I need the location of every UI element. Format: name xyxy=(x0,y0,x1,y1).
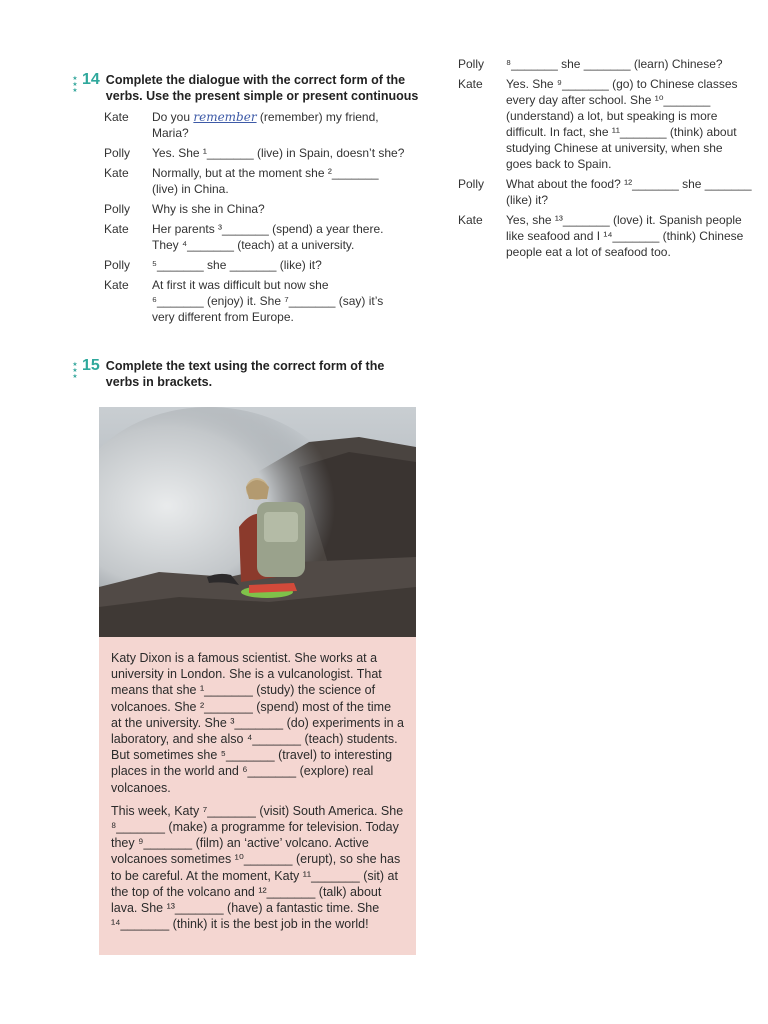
speaker-name: Polly xyxy=(104,258,131,272)
speaker-name: Kate xyxy=(104,278,129,292)
dialogue-line xyxy=(104,165,434,197)
speaker-name: Kate xyxy=(104,110,129,124)
exercise-instruction: Complete the dialogue with the correct form of the xyxy=(105,73,406,87)
exercise-instruction: verbs in brackets. xyxy=(105,375,213,389)
dialogue-text: Why is she in China? xyxy=(152,202,265,216)
speaker-name: Polly xyxy=(458,177,485,191)
difficulty-stars-icon: ★ ★ ★ xyxy=(72,362,78,380)
difficulty-stars-icon: ★ ★ ★ xyxy=(72,76,78,94)
volcano-photo xyxy=(99,407,416,637)
exercise-number: 14 xyxy=(82,71,100,88)
dialogue-right xyxy=(458,56,758,264)
reading-text-box xyxy=(99,637,416,955)
dialogue-line xyxy=(104,201,434,217)
dialogue-text: ⁸_______ she _______ (learn) Chinese? xyxy=(506,57,723,71)
exercise-14-header xyxy=(68,72,438,104)
dialogue-line xyxy=(104,221,434,253)
dialogue-line xyxy=(104,109,434,141)
speaker-name: Polly xyxy=(104,202,131,216)
dialogue-line xyxy=(458,212,758,260)
exercise-instruction: Complete the text using the correct form of the xyxy=(105,359,385,373)
paragraph: This week, Katy ⁷_______ (visit) South America. She ⁸_______ (make) a programme for television. Today they ⁹_______ (film) an ‘active’ volcano. Active volcanoes sometimes ¹⁰_______ (erupt), so she has to be careful. At the moment, Katy ¹¹_______ (sit) at the top of the volcano and ¹²_______ (talk) about lava. She ¹³_______ (have) a fantastic time. She ¹⁴_______ (think) it is the best job in the world! xyxy=(111,803,404,932)
dialogue-line xyxy=(458,56,758,72)
speaker-name: Kate xyxy=(458,213,483,227)
dialogue-text: Normally, but at the moment she ²_______ (live) in China. xyxy=(152,166,379,196)
dialogue-line xyxy=(104,277,434,325)
dialogue-text: Do you remember (remember) my friend, Maria? xyxy=(152,110,379,140)
dialogue-text: Yes. She ⁹_______ (go) to Chinese classes every day after school. She ¹⁰_______ (understand) a lot, but speaking is more difficult. In fact, she ¹¹_______ (think) about studying Chinese at university, when she goes back to Spain. xyxy=(506,77,738,171)
paragraph: Katy Dixon is a famous scientist. She works at a university in London. She is a vulcanologist. That means that she ¹_______ (study) the science of volcanoes. She ²_______ (spend) most of the time at the university. She ³_______ (do) experiments in a laboratory, and she also ⁴_______ (teach) students. But sometimes she ⁵_______ (travel) to interesting places in the world and ⁶_______ (explore) real volcanoes. xyxy=(111,651,404,795)
exercise-14 xyxy=(68,72,438,104)
dialogue-left xyxy=(104,109,434,329)
dialogue-line xyxy=(104,145,434,161)
dialogue-line xyxy=(104,257,434,273)
dialogue-text: Yes. She ¹_______ (live) in Spain, doesn’t she? xyxy=(152,146,405,160)
exercise-instruction: verbs. Use the present simple or present continuous xyxy=(105,89,419,103)
speaker-name: Kate xyxy=(104,222,129,236)
speaker-name: Kate xyxy=(104,166,129,180)
exercise-number: 15 xyxy=(82,357,100,374)
dialogue-text: At first it was difficult but now she ⁶_______ (enjoy) it. She ⁷_______ (say) it’s very different from Europe. xyxy=(152,278,384,324)
dialogue-text: ⁵_______ she _______ (like) it? xyxy=(152,258,322,272)
example-answer: remember xyxy=(193,110,257,124)
exercise-15-header xyxy=(68,358,438,390)
exercise-15 xyxy=(68,358,438,390)
dialogue-text: What about the food? ¹²_______ she _______ (like) it? xyxy=(506,177,752,207)
dialogue-text: Her parents ³_______ (spend) a year there. They ⁴_______ (teach) at a university. xyxy=(152,222,384,252)
speaker-name: Kate xyxy=(458,77,483,91)
dialogue-text: Yes, she ¹³_______ (love) it. Spanish people like seafood and I ¹⁴_______ (think) Chinese people eat a lot of seafood too. xyxy=(506,213,744,259)
speaker-name: Polly xyxy=(458,57,485,71)
speaker-name: Polly xyxy=(104,146,131,160)
dialogue-line xyxy=(458,76,758,172)
dialogue-line xyxy=(458,176,758,208)
